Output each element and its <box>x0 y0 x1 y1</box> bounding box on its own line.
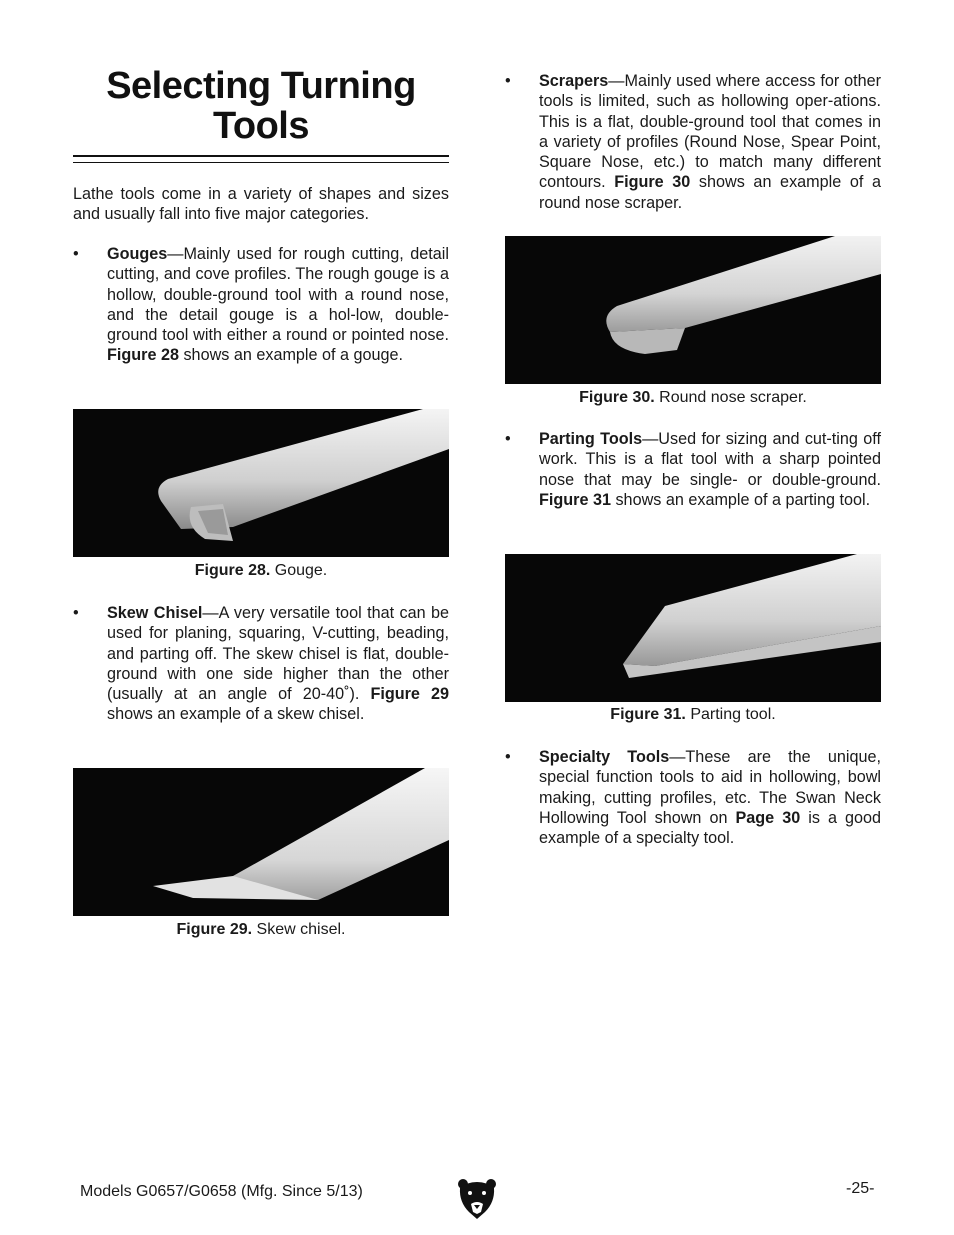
title-rule-top <box>73 155 449 157</box>
parting-text-a: —Used for sizing and cut-ting off work. This is a flat tool with a sharp pointed nose that may be single- or double-ground. <box>539 430 881 489</box>
parting-text-b: shows an example of a parting tool. <box>610 490 871 509</box>
figure-28-text: Gouge. <box>270 562 328 579</box>
term-skew-chisel: Skew Chisel <box>107 604 203 622</box>
title-rule-bottom <box>73 162 449 163</box>
figure-30-caption <box>505 388 881 408</box>
skew-text-a: —A very versatile tool that can be used for planing, squaring, V-cutting, beading, and parting off. The skew chisel is flat, double-ground with one side higher than the other (usually at an angle of 20-40˚). <box>107 604 449 704</box>
figure-30-scraper-photo <box>505 236 881 384</box>
intro-text: Lathe tools come in a variety of shapes and sizes and usually fall into five major categories. <box>73 185 449 224</box>
figure-28-label: Figure 28. <box>194 562 271 579</box>
term-gouges: Gouges <box>107 245 168 263</box>
term-parting-tools: Parting Tools <box>539 430 643 448</box>
bullet-dot: • <box>73 245 79 263</box>
footer-page-number: -25- <box>846 1180 875 1197</box>
scrapers-text-a: —Mainly used where access for other tools is limited, such as hollowing oper-ations. This is a flat, double-ground tool that comes in a variety of profiles (Round Nose, Spear Point, Square Nose, etc.) to match many different contours. <box>539 72 881 192</box>
bullet-skew-chisel <box>73 603 449 725</box>
specialty-text-a: —These are the unique, special function tools to aid in hollowing, bowl making, cutting profiles, etc. The Swan Neck Hollowing Tool shown on <box>539 748 881 827</box>
term-specialty-tools: Specialty Tools <box>539 748 670 766</box>
figure-29-text: Skew chisel. <box>252 921 346 938</box>
bullet-parting-tools <box>505 429 881 510</box>
scrapers-figure-ref: Figure 30 <box>614 173 691 192</box>
footer-models: Models G0657/G0658 (Mfg. Since 5/13) <box>80 1183 363 1200</box>
figure-30-label: Figure 30. <box>579 389 655 406</box>
figure-29-skew-chisel-photo <box>73 768 449 916</box>
parting-figure-ref: Figure 31 <box>539 490 611 509</box>
bullet-gouges <box>73 244 449 366</box>
bullet-dot: • <box>505 72 511 90</box>
figure-31-parting-tool-photo <box>505 554 881 702</box>
figure-29-caption <box>73 920 449 940</box>
gouges-text-b: shows an example of a gouge. <box>178 346 404 365</box>
figure-31-caption <box>505 705 881 725</box>
gouges-text-a: —Mainly used for rough cutting, detail cutting, and cove profiles. The rough gouge is a hollow, double-ground tool with a round nose, and the detail gouge is a hol-low, double-ground tool with either a round or pointed nose. <box>107 245 449 345</box>
skew-figure-ref: Figure 29 <box>370 685 450 704</box>
figure-31-text: Parting tool. <box>685 706 776 723</box>
specialty-text-b: is a good example of a specialty tool. <box>539 808 881 848</box>
scrapers-text-b: shows an example of a round nose scraper. <box>539 173 881 212</box>
figure-29-label: Figure 29. <box>176 921 253 938</box>
figure-30-text: Round nose scraper. <box>654 389 807 406</box>
skew-text-b: shows an example of a skew chisel. <box>107 705 365 724</box>
bullet-dot: • <box>73 604 79 622</box>
intro-paragraph <box>73 184 449 225</box>
grizzly-bear-logo-icon <box>457 1178 497 1220</box>
figure-31-label: Figure 31. <box>610 706 686 723</box>
figure-28-gouge-photo <box>73 409 449 557</box>
figure-28-caption <box>73 561 449 581</box>
bullet-scrapers <box>505 71 881 213</box>
bullet-dot: • <box>505 748 511 766</box>
specialty-page-ref: Page 30 <box>735 808 801 827</box>
gouges-figure-ref: Figure 28 <box>107 346 179 365</box>
page-title: Selecting Turning Tools <box>106 65 416 147</box>
bullet-dot: • <box>505 430 511 448</box>
term-scrapers: Scrapers <box>539 72 609 90</box>
bullet-specialty-tools <box>505 747 881 848</box>
